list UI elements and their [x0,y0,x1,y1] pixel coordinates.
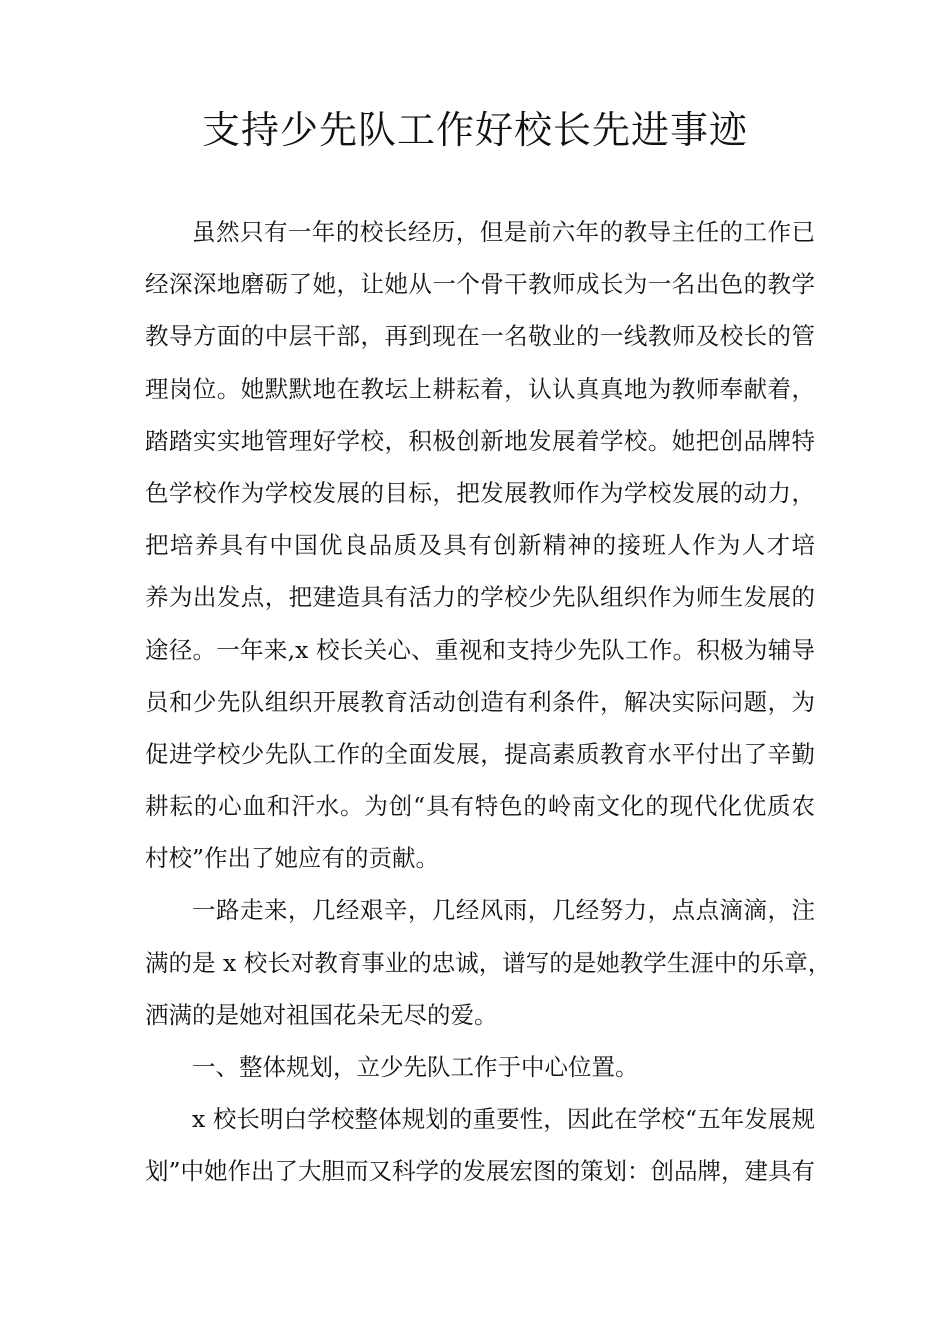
paragraph-2-line-2: 满的是 x 校长对教育事业的忠诚，谱写的是她教学生涯中的乐章， [145,948,832,977]
paragraph-1-line-2: 经深深地磨砺了她，让她从一个骨干教师成长为一名出色的教学 [145,270,815,299]
paragraph-1-line-11: 促进学校少先队工作的全面发展，提高素质教育水平付出了辛勤 [145,739,815,768]
paragraph-1-line-7: 把培养具有中国优良品质及具有创新精神的接班人作为人才培 [145,531,815,560]
paragraph-3-line-2: 划”中她作出了大胆而又科学的发展宏图的策划：创品牌，建具有 [145,1157,816,1186]
document-title: 支持少先队工作好校长先进事迹 [201,108,748,152]
paragraph-1-line-9: 途径。一年来,x 校长关心、重视和支持少先队工作。积极为辅导 [145,635,815,664]
section-heading-1: 一、整体规划，立少先队工作于中心位置。 [192,1053,639,1081]
paragraph-1-line-3: 教导方面的中层干部，再到现在一名敬业的一线教师及校长的管 [145,322,815,351]
paragraph-1-line-8: 养为出发点，把建造具有活力的学校少先队组织作为师生发展的 [145,583,815,612]
paragraph-1-line-10: 员和少先队组织开展教育活动创造有利条件，解决实际问题，为 [145,687,815,716]
paragraph-2-line-3: 洒满的是她对祖国花朵无尽的爱。 [145,1000,498,1029]
paragraph-1-line-13: 村校”作出了她应有的贡献。 [145,844,440,873]
paragraph-1-line-6: 色学校作为学校发展的目标，把发展教师作为学校发展的动力， [145,478,815,507]
document-body [145,206,832,1198]
paragraph-1-line-5: 踏踏实实地管理好学校，积极创新地发展着学校。她把创品牌特 [145,426,815,455]
paragraph-1-line-12: 耕耘的心血和汗水。为创“具有特色的岭南文化的现代化优质农 [145,792,815,821]
paragraph-1-line-4: 理岗位。她默默地在教坛上耕耘着，认认真真地为教师奉献着， [145,374,815,403]
paragraph-2-line-1: 一路走来，几经艰辛，几经风雨，几经努力，点点滴滴，注 [192,896,815,925]
paragraph-1-line-1: 虽然只有一年的校长经历，但是前六年的教导主任的工作已 [192,218,815,246]
paragraph-3-line-1: x 校长明白学校整体规划的重要性，因此在学校“五年发展规 [192,1105,815,1134]
